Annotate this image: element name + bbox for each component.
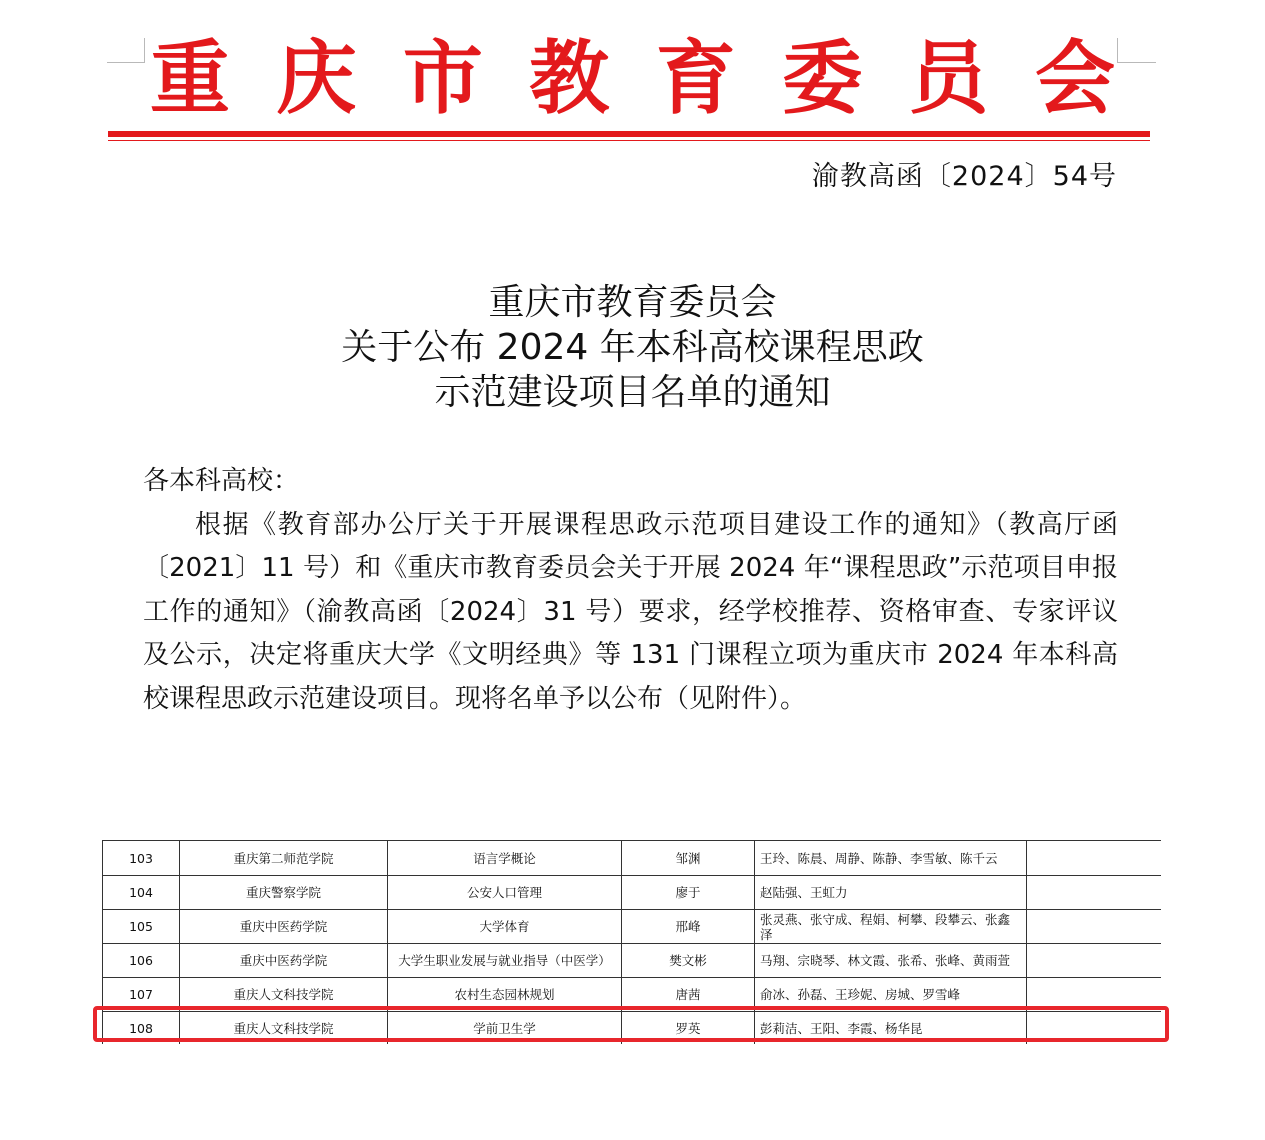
cell-course: 公安人口管理 (388, 876, 622, 910)
cell-school: 重庆人文科技学院 (180, 978, 388, 1012)
table-row (103, 841, 1162, 876)
cell-no: 103 (103, 841, 180, 876)
header-char: 育 (655, 31, 736, 125)
table-row (103, 944, 1162, 978)
cell-members: 俞冰、孙磊、王珍妮、房城、罗雪峰 (755, 978, 1027, 1012)
cell-leader: 樊文彬 (622, 944, 755, 978)
cell-no: 107 (103, 978, 180, 1012)
cell-course: 语言学概论 (388, 841, 622, 876)
notice-title-line: 示范建设项目名单的通知 (434, 372, 831, 413)
cell-school: 重庆警察学院 (180, 876, 388, 910)
cell-no: 106 (103, 944, 180, 978)
header-char: 市 (402, 31, 483, 125)
notice-title (0, 280, 1265, 415)
cell-leader: 唐茜 (622, 978, 755, 1012)
header-char: 会 (1034, 31, 1115, 125)
header-char: 委 (782, 31, 863, 125)
cell-course: 农村生态园林规划 (388, 978, 622, 1012)
highlight-box (93, 1006, 1169, 1042)
cell-no: 105 (103, 910, 180, 944)
cell-members: 张灵燕、张守成、程娟、柯攀、段攀云、张鑫泽 (755, 910, 1027, 944)
cell-course: 大学体育 (388, 910, 622, 944)
cell-school: 重庆中医药学院 (180, 944, 388, 978)
notice-title-line: 关于公布 2024 年本科高校课程思政 (341, 327, 924, 368)
cell-note (1027, 841, 1162, 876)
cell-school: 重庆人文科技学院 (180, 1012, 388, 1045)
notice-body (143, 462, 1118, 721)
header-red-rule (108, 131, 1150, 137)
cell-members: 彭莉洁、王阳、李霞、杨华昆 (755, 1012, 1027, 1045)
header-char: 重 (150, 31, 230, 125)
document-number: 渝教高函〔2024〕54号 (811, 161, 1117, 192)
issuer-header (150, 28, 1115, 128)
cell-school: 重庆中医药学院 (180, 910, 388, 944)
cell-members: 赵陆强、王虹力 (755, 876, 1027, 910)
cell-course: 学前卫生学 (388, 1012, 622, 1045)
cell-leader: 廖于 (622, 876, 755, 910)
body-paragraph: 根据《教育部办公厅关于开展课程思政示范项目建设工作的通知》（教高厅函〔2021〕11 号）和《重庆市教育委员会关于开展 2024 年“课程思政”示范项目申报工作的通知》（渝教高函〔2024〕31 号）要求，经学校推荐、资格审查、专家评议及公示，决定将重庆大学《文明经典》等 131 门课程立项为重庆市 2024 年本科高校课程思政示范建设项目。现将名单予以公布（见附件）。 (143, 510, 1118, 714)
salutation: 各本科高校： (143, 466, 300, 496)
cell-members: 王玲、陈晨、周静、陈静、李雪敏、陈千云 (755, 841, 1027, 876)
cell-leader: 邹渊 (622, 841, 755, 876)
cell-no: 108 (103, 1012, 180, 1045)
cell-school: 重庆第二师范学院 (180, 841, 388, 876)
cell-leader: 邢峰 (622, 910, 755, 944)
crop-mark-top-right (1117, 38, 1156, 63)
cell-leader: 罗英 (622, 1012, 755, 1045)
cell-note (1027, 944, 1162, 978)
cell-note (1027, 876, 1162, 910)
table-row (103, 910, 1162, 944)
cell-note (1027, 910, 1162, 944)
header-char: 教 (529, 31, 610, 125)
header-char: 庆 (276, 31, 357, 125)
crop-mark-top-left (107, 38, 145, 63)
header-char: 员 (908, 31, 989, 125)
cell-members: 马翔、宗晓琴、林文霞、张希、张峰、黄雨萱 (755, 944, 1027, 978)
cell-no: 104 (103, 876, 180, 910)
header-red-rule-thin (108, 140, 1150, 141)
table-row (103, 876, 1162, 910)
notice-title-line: 重庆市教育委员会 (488, 282, 777, 323)
cell-course: 大学生职业发展与就业指导（中医学） (388, 944, 622, 978)
